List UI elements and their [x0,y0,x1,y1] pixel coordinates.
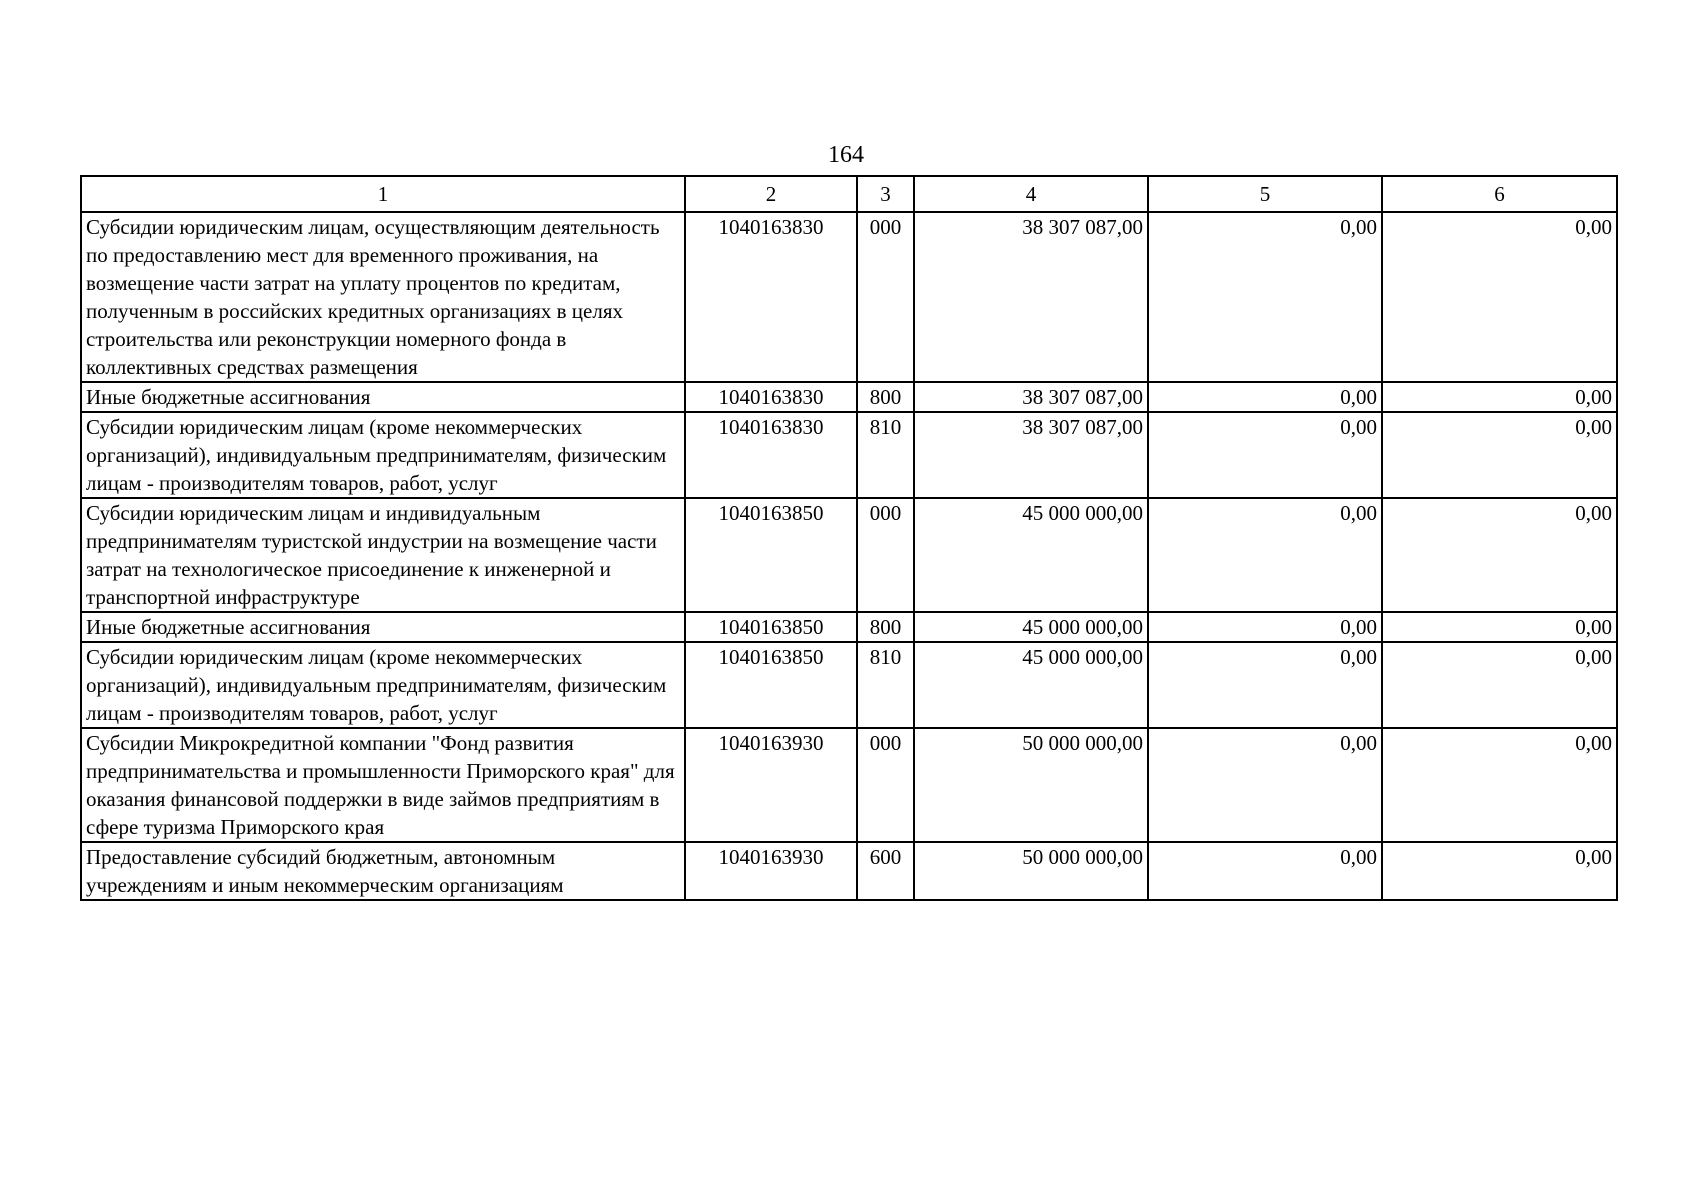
row-expense-type: 000 [857,212,914,382]
row-amount-col4: 45 000 000,00 [914,498,1148,612]
row-name: Субсидии Микрокредитной компании "Фонд развития предпринимательства и промышленности Приморского края" для оказания финансовой поддержки в виде займов предприятиям в сфере туризма Приморского края [81,728,685,842]
row-amount-col5: 0,00 [1148,728,1382,842]
page-number: 164 [828,142,864,168]
row-code: 1040163850 [685,612,857,642]
table-row [81,612,1617,642]
table-row [81,842,1617,900]
budget-table [80,175,1618,901]
header-col-2: 2 [685,176,857,212]
table-row [81,498,1617,612]
row-expense-type: 800 [857,382,914,412]
header-col-5: 5 [1148,176,1382,212]
row-code: 1040163850 [685,642,857,728]
row-amount-col6: 0,00 [1382,612,1617,642]
row-amount-col6: 0,00 [1382,642,1617,728]
row-amount-col4: 38 307 087,00 [914,382,1148,412]
row-amount-col5: 0,00 [1148,842,1382,900]
row-name: Иные бюджетные ассигнования [81,612,685,642]
row-amount-col5: 0,00 [1148,642,1382,728]
row-code: 1040163830 [685,382,857,412]
row-code: 1040163830 [685,412,857,498]
row-name: Субсидии юридическим лицам (кроме некоммерческих организаций), индивидуальным предпринимателям, физическим лицам - производителям товаров, работ, услуг [81,642,685,728]
row-expense-type: 000 [857,728,914,842]
row-amount-col6: 0,00 [1382,498,1617,612]
table-header [81,176,1617,212]
table-row [81,212,1617,382]
row-amount-col6: 0,00 [1382,842,1617,900]
row-code: 1040163850 [685,498,857,612]
row-name: Иные бюджетные ассигнования [81,382,685,412]
row-amount-col5: 0,00 [1148,412,1382,498]
row-amount-col6: 0,00 [1382,728,1617,842]
row-code: 1040163830 [685,212,857,382]
row-amount-col4: 45 000 000,00 [914,642,1148,728]
row-amount-col6: 0,00 [1382,412,1617,498]
table-row [81,382,1617,412]
header-col-6: 6 [1382,176,1617,212]
row-amount-col4: 50 000 000,00 [914,842,1148,900]
header-col-4: 4 [914,176,1148,212]
row-expense-type: 810 [857,642,914,728]
table-body [81,212,1617,900]
header-row [81,176,1617,212]
header-col-1: 1 [81,176,685,212]
row-amount-col5: 0,00 [1148,612,1382,642]
row-code: 1040163930 [685,728,857,842]
row-amount-col5: 0,00 [1148,498,1382,612]
row-name: Предоставление субсидий бюджетным, автономным учреждениям и иным некоммерческим организациям [81,842,685,900]
row-amount-col4: 38 307 087,00 [914,412,1148,498]
row-name: Субсидии юридическим лицам, осуществляющим деятельность по предоставлению мест для временного проживания, на возмещение части затрат на уплату процентов по кредитам, полученным в российских кредитных организациях в целях строительства или реконструкции номерного фонда в коллективных средствах размещения [81,212,685,382]
row-amount-col4: 50 000 000,00 [914,728,1148,842]
row-expense-type: 800 [857,612,914,642]
row-code: 1040163930 [685,842,857,900]
row-amount-col6: 0,00 [1382,382,1617,412]
table-row [81,642,1617,728]
row-name: Субсидии юридическим лицам и индивидуальным предпринимателям туристской индустрии на возмещение части затрат на технологическое присоединение к инженерной и транспортной инфраструктуре [81,498,685,612]
header-col-3: 3 [857,176,914,212]
row-amount-col5: 0,00 [1148,212,1382,382]
row-expense-type: 000 [857,498,914,612]
row-amount-col4: 38 307 087,00 [914,212,1148,382]
row-amount-col5: 0,00 [1148,382,1382,412]
row-expense-type: 600 [857,842,914,900]
table-row [81,728,1617,842]
table-row [81,412,1617,498]
row-name: Субсидии юридическим лицам (кроме некоммерческих организаций), индивидуальным предпринимателям, физическим лицам - производителям товаров, работ, услуг [81,412,685,498]
row-expense-type: 810 [857,412,914,498]
row-amount-col6: 0,00 [1382,212,1617,382]
row-amount-col4: 45 000 000,00 [914,612,1148,642]
